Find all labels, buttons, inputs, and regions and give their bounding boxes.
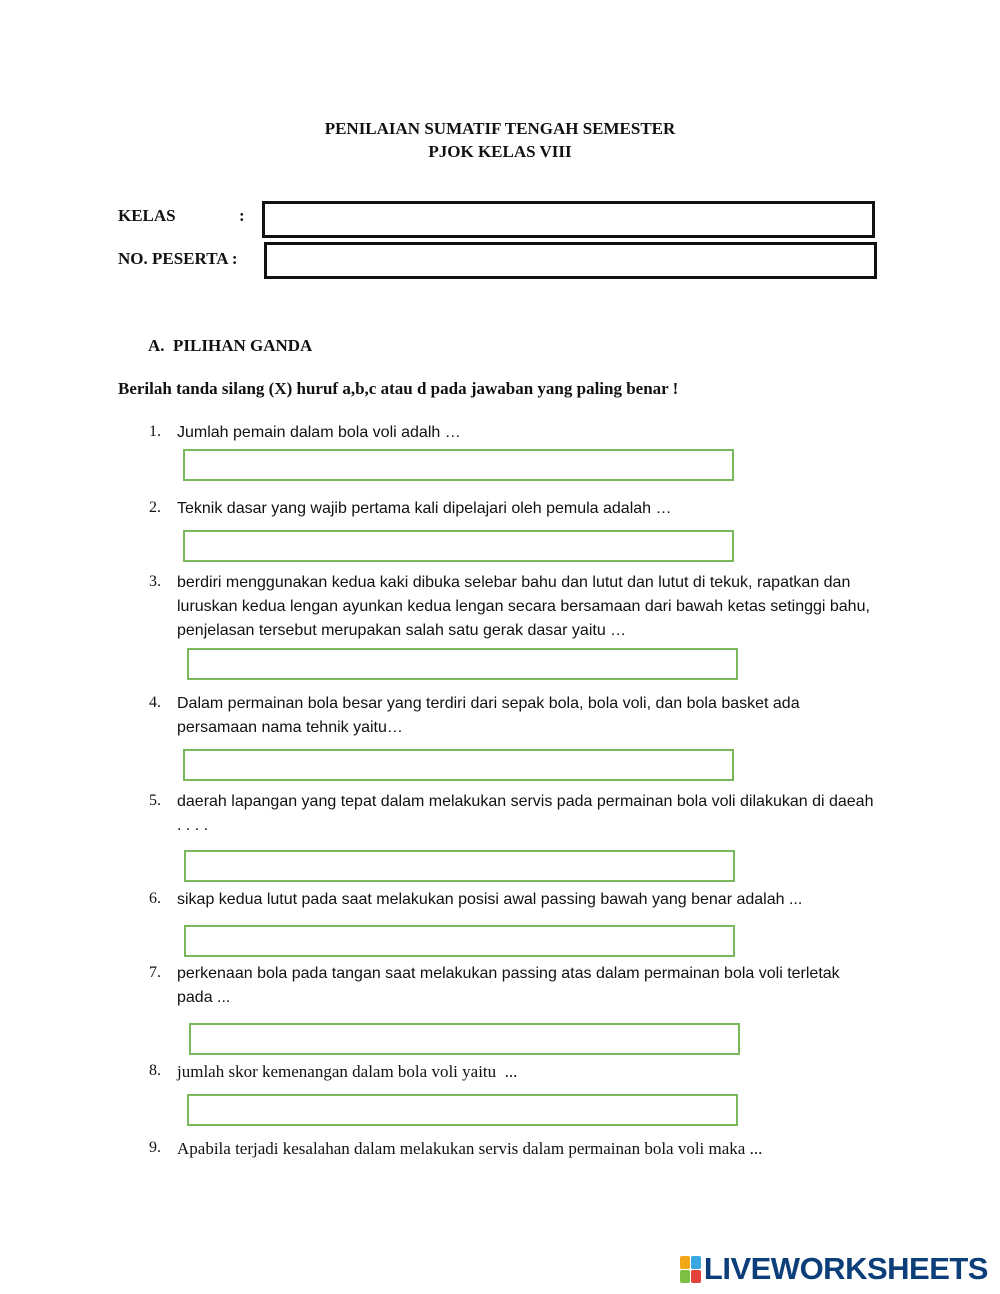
logo-square <box>691 1256 701 1269</box>
liveworksheets-logo-icon <box>680 1256 700 1282</box>
answer-input-2[interactable] <box>183 530 734 562</box>
peserta-input[interactable] <box>264 242 877 279</box>
answer-input-8[interactable] <box>187 1094 738 1126</box>
title-line-1: PENILAIAN SUMATIF TENGAH SEMESTER <box>324 119 676 138</box>
question-number: 2. <box>149 499 161 516</box>
section-heading: A. PILIHAN GANDA <box>148 336 313 355</box>
question-number: 7. <box>149 964 161 981</box>
title-line-2: PJOK KELAS VIII <box>428 142 572 161</box>
logo-square <box>680 1270 690 1283</box>
question-text: sikap kedua lutut pada saat melakukan posisi awal passing bawah yang benar adalah ... <box>177 891 803 908</box>
answer-input-7[interactable] <box>189 1023 740 1055</box>
question-number: 5. <box>149 792 161 809</box>
question-text: berdiri menggunakan kedua kaki dibuka selebar bahu dan lutut dan lutut di tekuk, rapatkan dan luruskan kedua lengan ayunkan kedua lengan secara bersamaan dari bawah ketas setinggi bahu, penjelasan tersebut merupakan salah satu gerak dasar yaitu … <box>177 574 870 639</box>
answer-input-5[interactable] <box>184 850 735 882</box>
question-number: 6. <box>149 890 161 907</box>
logo-text: LIVEWORKSHEETS <box>703 1251 988 1286</box>
question-text: perkenaan bola pada tangan saat melakukan passing atas dalam permainan bola voli terletak pada ... <box>177 965 840 1006</box>
question-number: 8. <box>149 1062 161 1079</box>
question-number: 3. <box>149 573 161 590</box>
question-text: daerah lapangan yang tepat dalam melakukan servis pada permainan bola voli dilakukan di daeah . . . . <box>177 793 874 834</box>
liveworksheets-logo[interactable] <box>680 1251 988 1287</box>
instruction-text: Berilah tanda silang (X) huruf a,b,c atau d pada jawaban yang paling benar ! <box>118 379 679 398</box>
logo-square <box>691 1270 701 1283</box>
peserta-label: NO. PESERTA : <box>118 249 238 268</box>
answer-input-4[interactable] <box>183 749 734 781</box>
question-text: jumlah skor kemenangan dalam bola voli yaitu ... <box>177 1062 518 1081</box>
answer-input-3[interactable] <box>187 648 738 680</box>
question-number: 1. <box>149 423 161 440</box>
question-text: Teknik dasar yang wajib pertama kali dipelajari oleh pemula adalah … <box>177 500 672 517</box>
question-number: 4. <box>149 694 161 711</box>
logo-square <box>680 1256 690 1269</box>
kelas-label: KELAS <box>118 206 176 225</box>
question-number: 9. <box>149 1139 161 1156</box>
answer-input-6[interactable] <box>184 925 735 957</box>
kelas-input[interactable] <box>262 201 875 238</box>
question-text: Apabila terjadi kesalahan dalam melakukan servis dalam permainan bola voli maka ... <box>177 1139 763 1158</box>
answer-input-1[interactable] <box>183 449 734 481</box>
question-text: Dalam permainan bola besar yang terdiri dari sepak bola, bola voli, dan bola basket ada persamaan nama tehnik yaitu… <box>177 695 800 736</box>
question-text: Jumlah pemain dalam bola voli adalh … <box>177 424 461 441</box>
kelas-colon: : <box>239 206 245 225</box>
